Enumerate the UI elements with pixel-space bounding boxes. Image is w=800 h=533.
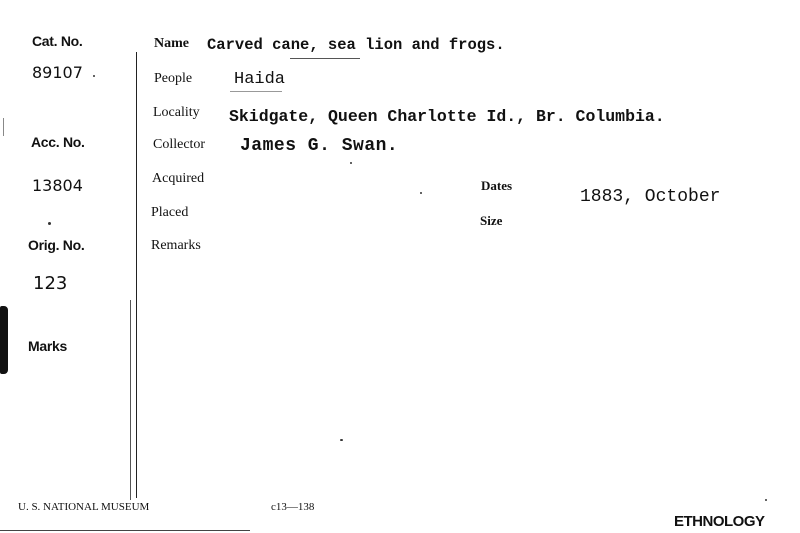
form-code: c13—138: [271, 501, 315, 513]
cat-no-label: Cat. No.: [32, 33, 83, 49]
speck: [48, 222, 51, 225]
column-divider: [136, 52, 137, 498]
people-label: People: [154, 71, 193, 86]
footer-rule: [0, 530, 250, 531]
name-label: Name: [154, 36, 189, 51]
marks-label: Marks: [28, 338, 67, 354]
locality-label: Locality: [153, 105, 200, 120]
speck: [93, 75, 95, 77]
department-stamp: ETHNOLOGY: [674, 513, 765, 530]
speck: [420, 192, 422, 194]
size-label: Size: [480, 213, 503, 228]
binding-mark: [0, 306, 8, 374]
name-underline: [290, 58, 360, 59]
name-value: Carved cane, sea lion and frogs.: [207, 36, 505, 54]
orig-no-label: Orig. No.: [28, 237, 85, 253]
museum-name: U. S. NATIONAL MUSEUM: [18, 501, 150, 513]
acc-no-value: 13804: [32, 176, 83, 195]
people-value: Haida: [234, 70, 286, 89]
orig-no-value: 123: [33, 273, 68, 294]
edge-tick: [3, 118, 4, 136]
collector-value: James G. Swan.: [240, 136, 399, 156]
dates-value: 1883, October: [580, 187, 721, 207]
acc-no-label: Acc. No.: [31, 134, 85, 150]
dates-label: Dates: [481, 178, 513, 193]
column-divider-lower: [130, 300, 131, 500]
speck: [340, 439, 343, 441]
placed-label: Placed: [151, 205, 189, 220]
speck: [350, 162, 352, 164]
acquired-label: Acquired: [152, 171, 205, 186]
people-underline: [230, 91, 282, 92]
cat-no-value: 89107: [32, 63, 83, 82]
remarks-label: Remarks: [151, 238, 201, 253]
speck: [765, 499, 767, 501]
locality-value: Skidgate, Queen Charlotte Id., Br. Columbia.: [229, 107, 665, 126]
collector-label: Collector: [153, 137, 206, 152]
